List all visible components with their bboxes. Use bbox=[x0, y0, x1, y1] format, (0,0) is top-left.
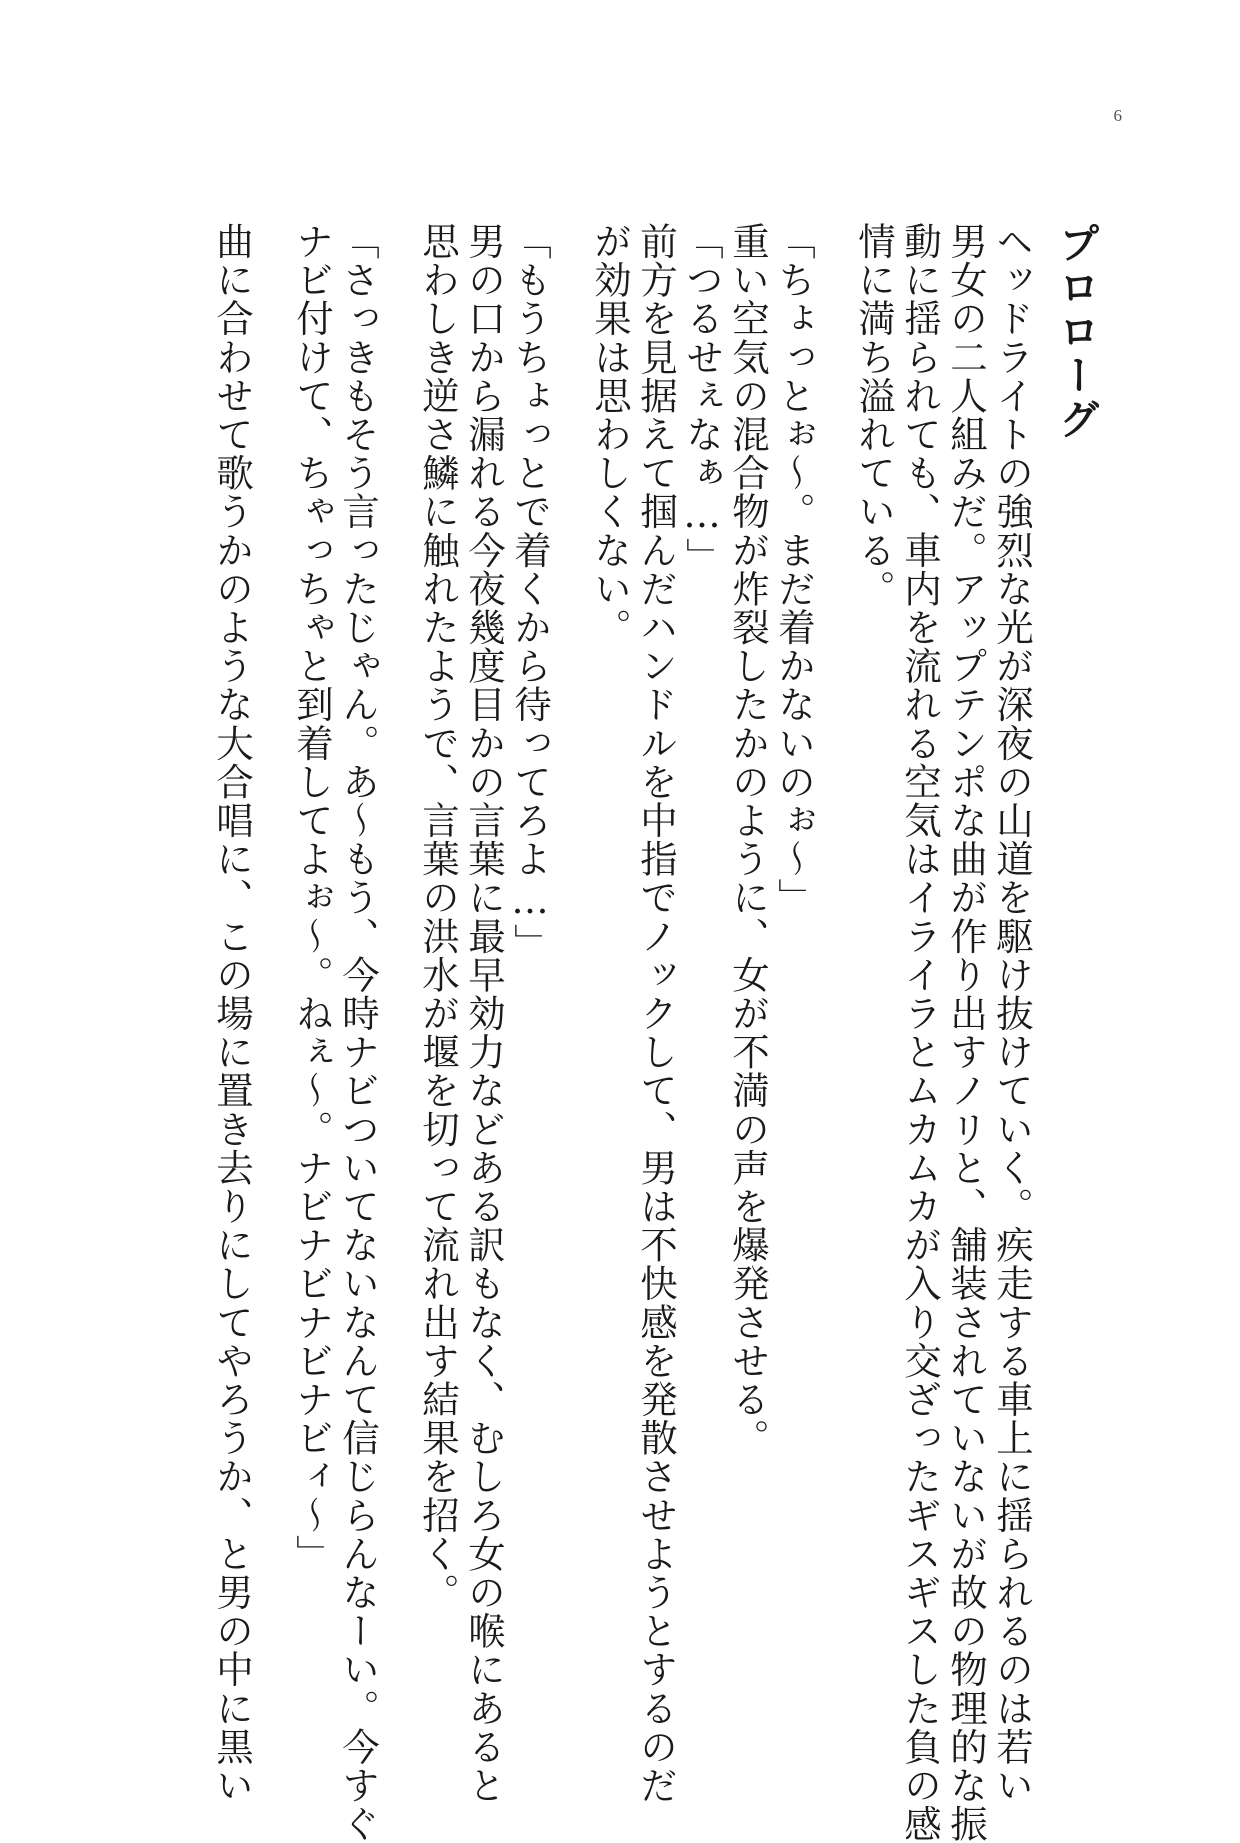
text-line-14: ナビ付けて、ちゃっちゃと到着してよぉ～。ねぇ～。ナビナビナビナビィ～」 bbox=[290, 222, 334, 1573]
text-line-3: 動に揺られても、車内を流れる空気はイライラとムカムカが入り交ざったギスギスした負の感 bbox=[898, 222, 942, 1843]
text-line-1: ヘッドライトの強烈な光が深夜の山道を駆け抜けていく。疾走する車上に揺られるのは若い bbox=[990, 222, 1034, 1805]
text-line-5: 「ちょっとぉ～。まだ着かないのぉ～」 bbox=[772, 222, 816, 917]
text-line-4: 情に満ち溢れている。 bbox=[852, 222, 896, 608]
text-line-13: 「さっきもそう言ったじゃん。あ～もう、今時ナビついてないなんて信じらんなーい。今すぐ bbox=[336, 222, 380, 1843]
text-line-6: 重い空気の混合物が炸裂したかのように、女が不満の声を爆発させる。 bbox=[726, 222, 770, 1458]
text-line-7: 「つるせぇなぁ…」 bbox=[680, 222, 724, 576]
page-number: 6 bbox=[1113, 106, 1122, 125]
text-line-12: 思わしき逆さ鱗に触れたようで、言葉の洪水が堰を切って流れ出す結果を招く。 bbox=[416, 222, 460, 1612]
chapter-title: プロローグ bbox=[1052, 222, 1100, 442]
text-line-10: 「もうちょっとで着くから待ってろよ…」 bbox=[508, 222, 552, 962]
text-line-9: が効果は思わしくない。 bbox=[588, 222, 632, 647]
text-line-15: 曲に合わせて歌うかのような大合唱に、この場に置き去りにしてやろうか、と男の中に黒い bbox=[210, 222, 254, 1805]
text-line-11: 男の口から漏れる今夜幾度目かの言葉に最早効力などある訳もなく、むしろ女の喉にあると bbox=[462, 222, 506, 1805]
text-line-2: 男女の二人組みだ。アップテンポな曲が作り出すノリと、舗装されていないが故の物理的な振 bbox=[944, 222, 988, 1843]
text-line-8: 前方を見据えて掴んだハンドルを中指でノックして、男は不快感を発散させようとするのだ bbox=[634, 222, 678, 1805]
